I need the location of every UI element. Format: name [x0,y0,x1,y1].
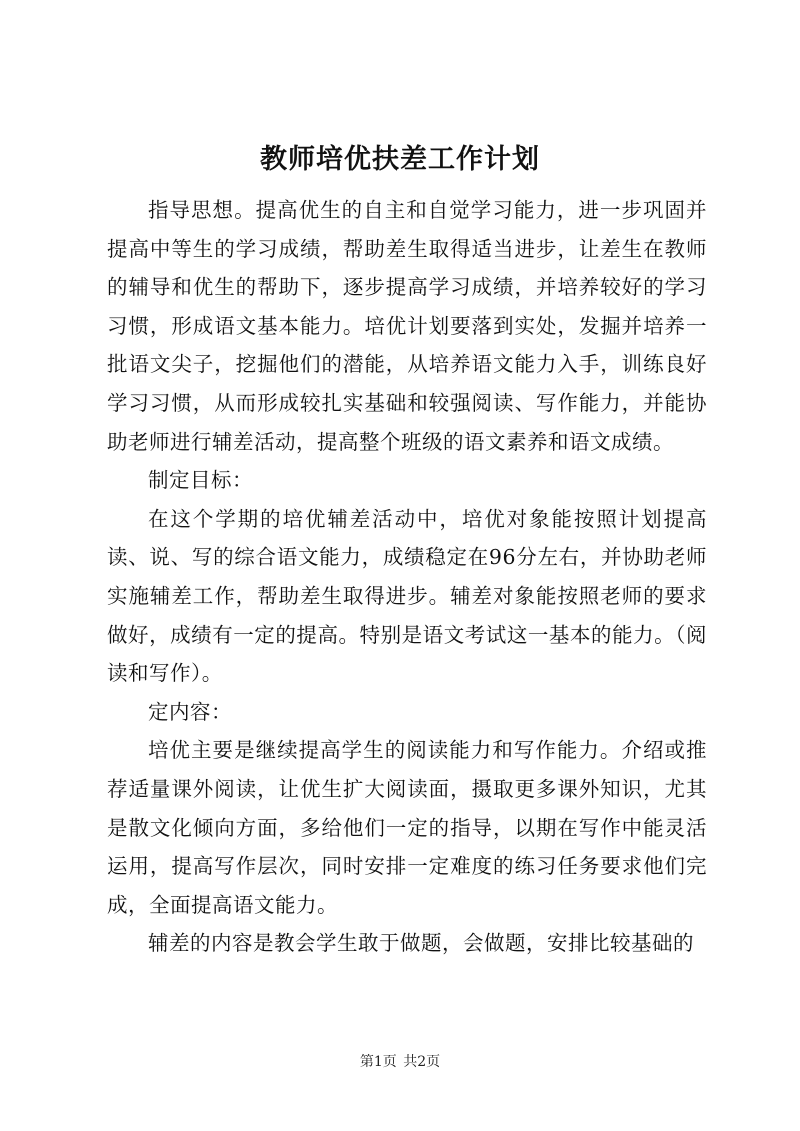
paragraph-content-heading: 定内容： [148,699,232,724]
paragraph-guiding-thought: 指导思想。提高优生的自主和自觉学习能力，进一步巩固并提高中等生的学习成绩，帮助差生取得适当进步，让差生在教师的辅导和优生的帮助下，逐步提高学习成绩，并培养较好的学习习惯，形成语文基本能力。培优计划要落到实处，发掘并培养一批语文尖子，挖掘他们的潜能，从培养语文能力入手，训练良好学习习惯，从而形成较扎实基础和较强阅读、写作能力，并能协助老师进行辅差活动，提高整个班级的语文素养和语文成绩。 [107,198,707,454]
paragraph-goals-heading: 制定目标： [148,468,253,493]
paragraph-goals: 在这个学期的培优辅差活动中，培优对象能按照计划提高读、说、写的综合语文能力，成绩稳定在96分左右，并协助老师实施辅差工作，帮助差生取得进步。辅差对象能按照老师的要求做好，成绩有一定的提高。特别是语文考试这一基本的能力。（阅读和写作）。 [107,506,707,686]
page-footer [0,1052,800,1072]
paragraph-content-excellent: 培优主要是继续提高学生的阅读能力和写作能力。介绍或推荐适量课外阅读，让优生扩大阅读面，摄取更多课外知识，尤其是散文化倾向方面，多给他们一定的指导，以期在写作中能灵活运用，提高写作层次，同时安排一定难度的练习任务要求他们完成，全面提高语文能力。 [107,738,707,917]
page-number: 第1页 [359,1054,397,1070]
paragraph-content-remedial: 辅差的内容是教会学生敢于做题，会做题，安排比较基础的 [148,931,694,956]
document-title: 教师培优扶差工作计划 [260,144,540,175]
document-body [107,191,707,963]
page-total: 共2页 [403,1054,441,1070]
